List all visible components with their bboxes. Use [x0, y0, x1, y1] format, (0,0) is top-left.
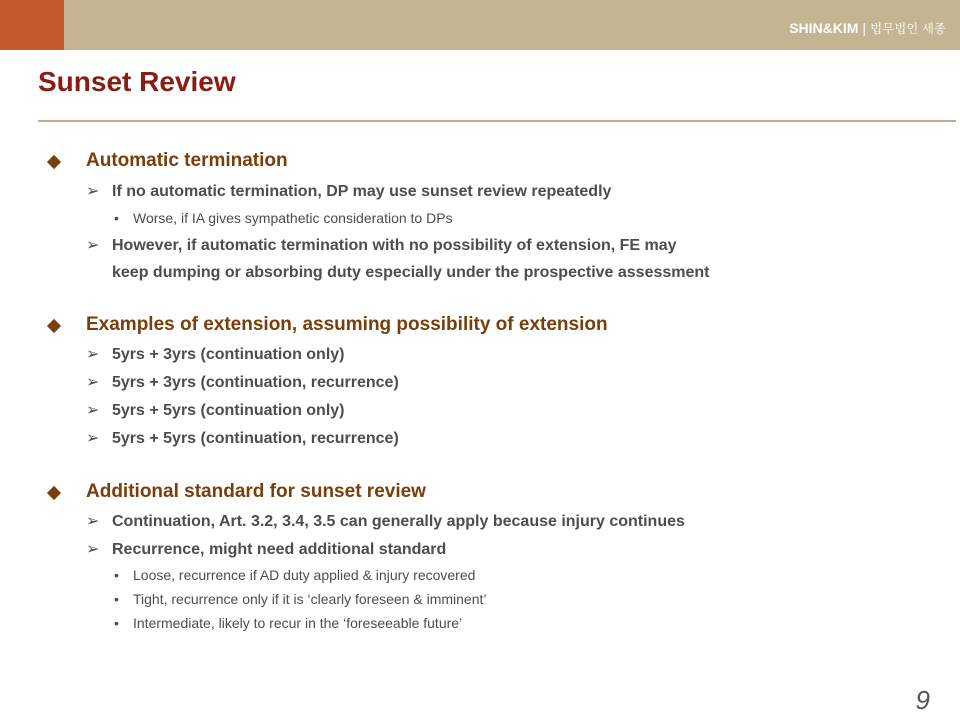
slide-title: Sunset Review [38, 66, 236, 97]
arrow-bullet-icon: ➢ [86, 430, 100, 447]
dot-bullet-icon: • [114, 210, 119, 226]
arrow-bullet-icon: ➢ [86, 513, 100, 530]
arrow-bullet-icon: ➢ [86, 183, 100, 200]
title-divider [38, 120, 956, 122]
dot-bullet-icon: • [114, 615, 119, 631]
arrow-bullet-icon: ➢ [86, 374, 100, 391]
brand-name-en: SHIN&KIM [789, 20, 859, 36]
diamond-bullet-icon [47, 319, 61, 333]
brand-logo [789, 19, 946, 37]
dot-bullet-icon: • [114, 591, 119, 607]
arrow-bullet-icon: ➢ [86, 541, 100, 558]
dot-bullet-icon: • [114, 567, 119, 583]
page-number: 9 [915, 685, 930, 715]
arrow-bullet-icon: ➢ [86, 402, 100, 419]
diamond-bullet-icon [47, 155, 61, 169]
arrow-bullet-icon: ➢ [86, 346, 100, 363]
diamond-bullet-icon [47, 486, 61, 500]
brand-separator: | [862, 20, 867, 36]
brand-name-kr: 법무법인 세종 [870, 22, 946, 36]
arrow-bullet-icon: ➢ [86, 237, 100, 254]
header-accent-block [0, 0, 64, 50]
